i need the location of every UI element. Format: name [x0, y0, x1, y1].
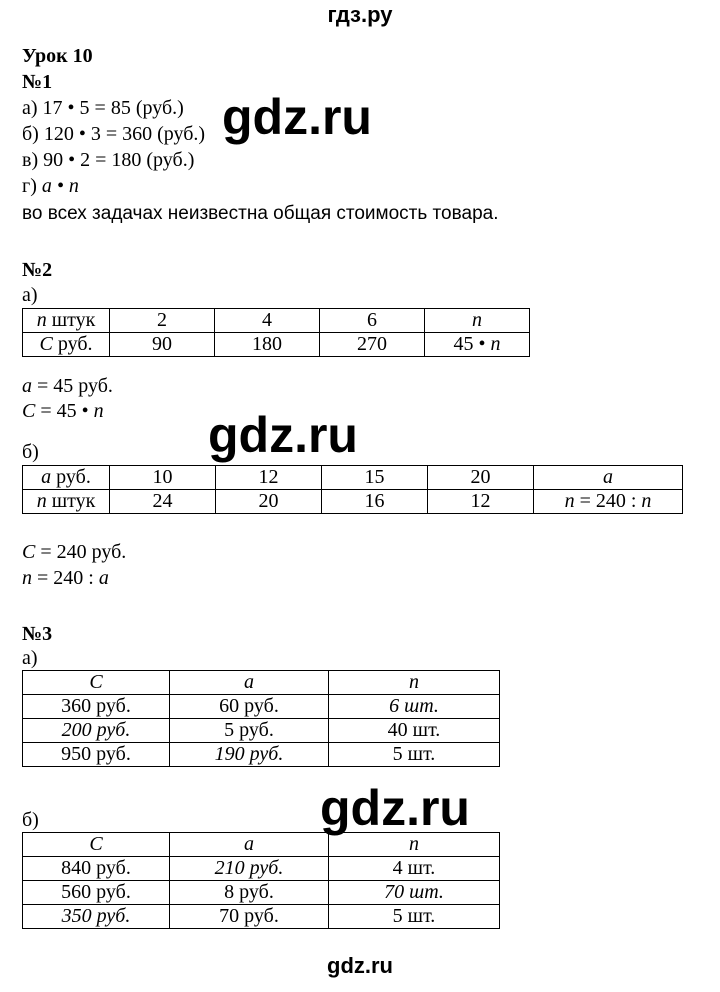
site-footer: gdz.ru: [327, 953, 393, 978]
table-header-cell: n: [329, 671, 500, 695]
task2-table-b: [22, 465, 683, 514]
task1-conclusion: во всех задачах неизвестна общая стоимость товара.: [22, 203, 499, 224]
table-cell: 560 руб.: [23, 881, 170, 905]
table-cell: 6: [320, 309, 425, 333]
result-text: = 45 •: [35, 400, 94, 422]
cell-unit: руб.: [52, 333, 93, 355]
cell-unit: штук: [46, 309, 96, 331]
cell-unit: штук: [46, 490, 96, 512]
cell-text: = 240 :: [574, 490, 642, 512]
table-header-row: [23, 833, 500, 857]
table-cell: 190 руб.: [170, 743, 329, 767]
table-cell: 350 руб.: [23, 905, 170, 929]
table-cell: 20: [428, 466, 534, 490]
table-cell: 12: [428, 490, 534, 514]
cell-var: C: [39, 333, 53, 355]
task3-part-b-label: б): [22, 809, 39, 831]
table-cell: n: [425, 309, 530, 333]
table-cell: 24: [110, 490, 216, 514]
table-row: [23, 309, 530, 333]
table-cell: 4: [215, 309, 320, 333]
table-cell: 2: [110, 309, 215, 333]
table-cell: 8 руб.: [170, 881, 329, 905]
table-cell: 15: [322, 466, 428, 490]
table-row: [23, 905, 500, 929]
table-cell: 5 шт.: [329, 743, 500, 767]
table-cell: 5 руб.: [170, 719, 329, 743]
task2-title: №2: [22, 259, 53, 281]
table-cell: [534, 490, 683, 514]
table-cell: 16: [322, 490, 428, 514]
table-cell: 70 шт.: [329, 881, 500, 905]
table-cell: 210 руб.: [170, 857, 329, 881]
table-row: [23, 490, 683, 514]
cell-var: a: [41, 466, 52, 488]
task2-part-a-label: а): [22, 284, 38, 306]
table-header-cell: a: [170, 671, 329, 695]
table-cell: 270: [320, 333, 425, 357]
cell-var: n: [36, 490, 47, 512]
task1-line-v: в) 90 • 2 = 180 (руб.): [22, 149, 195, 171]
task2-table-a: [22, 308, 530, 357]
watermark: gdz.ru: [320, 780, 470, 836]
table-row: [23, 719, 500, 743]
site-header: гдз.ру: [327, 2, 393, 27]
table-header-cell: C: [23, 833, 170, 857]
table-cell: 6 шт.: [329, 695, 500, 719]
result-text: = 240 :: [32, 567, 99, 589]
task1-line-a: а) 17 • 5 = 85 (руб.): [22, 97, 184, 119]
watermark: gdz.ru: [208, 407, 358, 463]
result-text: = 240 руб.: [35, 541, 127, 563]
result-var: n: [22, 567, 32, 589]
table-cell: 200 руб.: [23, 719, 170, 743]
task2-a-result-1: [22, 374, 113, 398]
cell-unit: руб.: [51, 466, 91, 488]
result-var: a: [98, 567, 109, 589]
cell-var: n: [641, 490, 652, 512]
table-cell: 5 шт.: [329, 905, 500, 929]
table-row: [23, 695, 500, 719]
task1-line-g-prefix: г): [22, 175, 42, 197]
cell-var: n: [490, 333, 501, 355]
table-cell: 840 руб.: [23, 857, 170, 881]
cell-num: 45 •: [453, 333, 491, 355]
table-cell: [23, 333, 110, 357]
task2-part-b-label: б): [22, 441, 39, 463]
task3-title: №3: [22, 623, 53, 645]
table-cell: 4 шт.: [329, 857, 500, 881]
cell-var: n: [36, 309, 47, 331]
table-row: [23, 857, 500, 881]
table-cell: 90: [110, 333, 215, 357]
table-row: [23, 466, 683, 490]
task3-table-a-body: [23, 695, 500, 767]
table-cell: 20: [216, 490, 322, 514]
result-text: = 45 руб.: [32, 375, 113, 397]
table-header-cell: a: [170, 833, 329, 857]
task2-a-result-2: [22, 399, 104, 423]
cell-var: n: [564, 490, 575, 512]
result-var: C: [22, 541, 36, 563]
task1-line-g-formula: a • n: [41, 175, 79, 197]
task2-b-result-1: [22, 540, 126, 564]
result-var: a: [22, 375, 32, 397]
table-cell: 10: [110, 466, 216, 490]
table-cell: 12: [216, 466, 322, 490]
table-row: [23, 881, 500, 905]
task3-table-b-body: [23, 857, 500, 929]
table-cell: [23, 309, 110, 333]
lesson-title: Урок 10: [22, 45, 93, 67]
table-header-row: [23, 671, 500, 695]
table-header-cell: C: [23, 671, 170, 695]
watermark: gdz.ru: [222, 89, 372, 145]
table-cell: [425, 333, 530, 357]
task1-line-g: [22, 174, 79, 198]
table-cell: a: [534, 466, 683, 490]
table-header-cell: n: [329, 833, 500, 857]
task3-table-a: [22, 670, 500, 767]
table-row: [23, 743, 500, 767]
table-cell: 70 руб.: [170, 905, 329, 929]
table-cell: 180: [215, 333, 320, 357]
table-cell: 40 шт.: [329, 719, 500, 743]
task3-table-b: [22, 832, 500, 929]
table-cell: [23, 466, 110, 490]
table-cell: 360 руб.: [23, 695, 170, 719]
result-var: n: [93, 400, 104, 422]
task1-line-b: б) 120 • 3 = 360 (руб.): [22, 123, 206, 145]
task3-part-a-label: а): [22, 647, 38, 669]
task2-b-result-2: [22, 566, 109, 590]
table-cell: 950 руб.: [23, 743, 170, 767]
table-cell: [23, 490, 110, 514]
table-cell: 60 руб.: [170, 695, 329, 719]
task1-title: №1: [22, 71, 53, 93]
result-var: C: [22, 400, 36, 422]
table-row: [23, 333, 530, 357]
